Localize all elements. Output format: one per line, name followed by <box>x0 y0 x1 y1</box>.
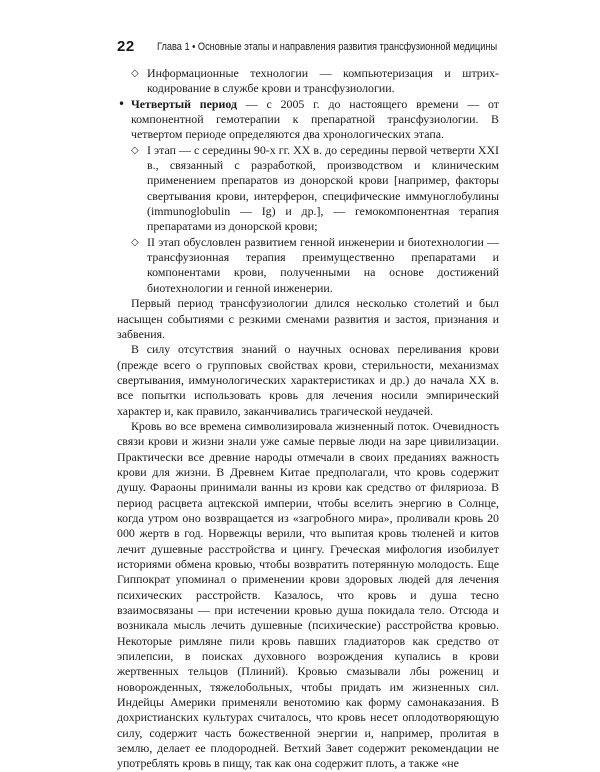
body-text <box>117 66 499 772</box>
list-item-text: II этап обусловлен развитием генной инженерии и биотехнологии — трансфузионная терапия преимущественно препаратами и компонентами крови, полученными на основе достижений биотехнологии и генной инженерии. <box>147 234 499 295</box>
list-item-fourth-period <box>117 97 499 143</box>
paragraph-first-period: Первый период трансфузиологии длился несколько столетий и был насыщен событиями с резкими сменами развития и застоя, признания и забвения. <box>117 296 499 341</box>
page-header <box>117 36 497 58</box>
round-bullet-icon: • <box>118 96 126 111</box>
paragraph-knowledge: В силу отсутствия знаний о научных основах переливания крови (прежде всего о групповых свойствах крови, стерильности, механизмах свертывания, иммунологических характеристиках и др.) до начала XX в. все попытки использовать кровь для лечения носили эмпирический характер и, как правило, заканчивались трагической неудачей. <box>117 342 499 418</box>
diamond-bullet-icon: ◇ <box>131 236 139 248</box>
list-item-text: Информационные технологии — компьютеризация и штрих-кодирование в службе крови и трансфузиологии. <box>147 66 499 96</box>
running-head: Глава 1 • Основные этапы и направления развития трансфузионной медицины <box>157 41 498 53</box>
page-number: 22 <box>117 38 135 55</box>
list-item-stage-two <box>131 235 499 296</box>
diamond-bullet-icon: ◇ <box>131 68 139 79</box>
diamond-bullet-icon: ◇ <box>131 144 139 156</box>
paragraph-history: Кровь во все времена символизировала жизненный поток. Очевидность связи крови и жизни знали уже самые первые люди на заре цивилизации. Практически все древние народы отмечали в своих преданиях важность крови для жизни. В Древнем Китае предполагали, что кровь содержит душу. Фараоны принимали ванны из крови как средство от филяриоза. В период расцвета ацтекской империи, чтобы вселить энергию в Солнце, когда утром оно возвращается из «загробного мира», проливали кровь 20 000 жертв в год. Норвежцы верили, что выпитая кровь тюленей и китов лечит душевные расстройства и цингу. Греческая мифология изобилует историями обмена кровью, чтобы возвратить потерянную молодость. Еще Гиппократ упоминал о применении крови здоровых людей для лечения психических расстройств. Казалось, что кровь и душа тесно взаимосвязаны — при истечении кровью душа покидала тело. Отсюда и возникала мысль лечить душевные (психические) расстройства кровью. Некоторые римляне пили кровь павших гладиаторов как средство от эпилепсии, в поисках духовного возрождения купались в крови жертвенных тельцов (Плиний). Кровью смазывали лбы рожениц и новорожденных, тяжелобольных, чтобы придать им жизненных сил. Индейцы Америки применяли венотомию как форму самонаказания. В дохристианских культурах считалось, что кровь несет оплодотворяющую силу, содержит часть божественной энергии и, например, пролитая в землю, делает ее плодородней. Ветхий Завет содержит рекомендации не употреблять кровь в пищу, так как она содержит плоть, а также «не <box>117 418 499 771</box>
list-item-stage-one <box>131 143 499 235</box>
list-item-text: I этап — с середины 90-х гг. XX в. до середины первой четверти XXI в., связанный с разработкой, производством и клиническим применением препаратов из донорской крови [например, факторы свертывания крови, интерферон, специфические иммуноглобулины (immunoglobulin — Ig) и др.], — гемокомпонентная терапия препаратами из донорской крови; <box>147 142 499 234</box>
fourth-period-stages <box>131 143 499 296</box>
fourth-period-text: — с 2005 г. до настоящего времени — от компонентной гемотерапии к препаратной трансфузиологии. В четвертом периоде определяются два хронологических этапа. <box>131 96 499 142</box>
list-item-info-tech <box>117 66 499 97</box>
fourth-period-title: Четвертый период <box>131 96 237 111</box>
